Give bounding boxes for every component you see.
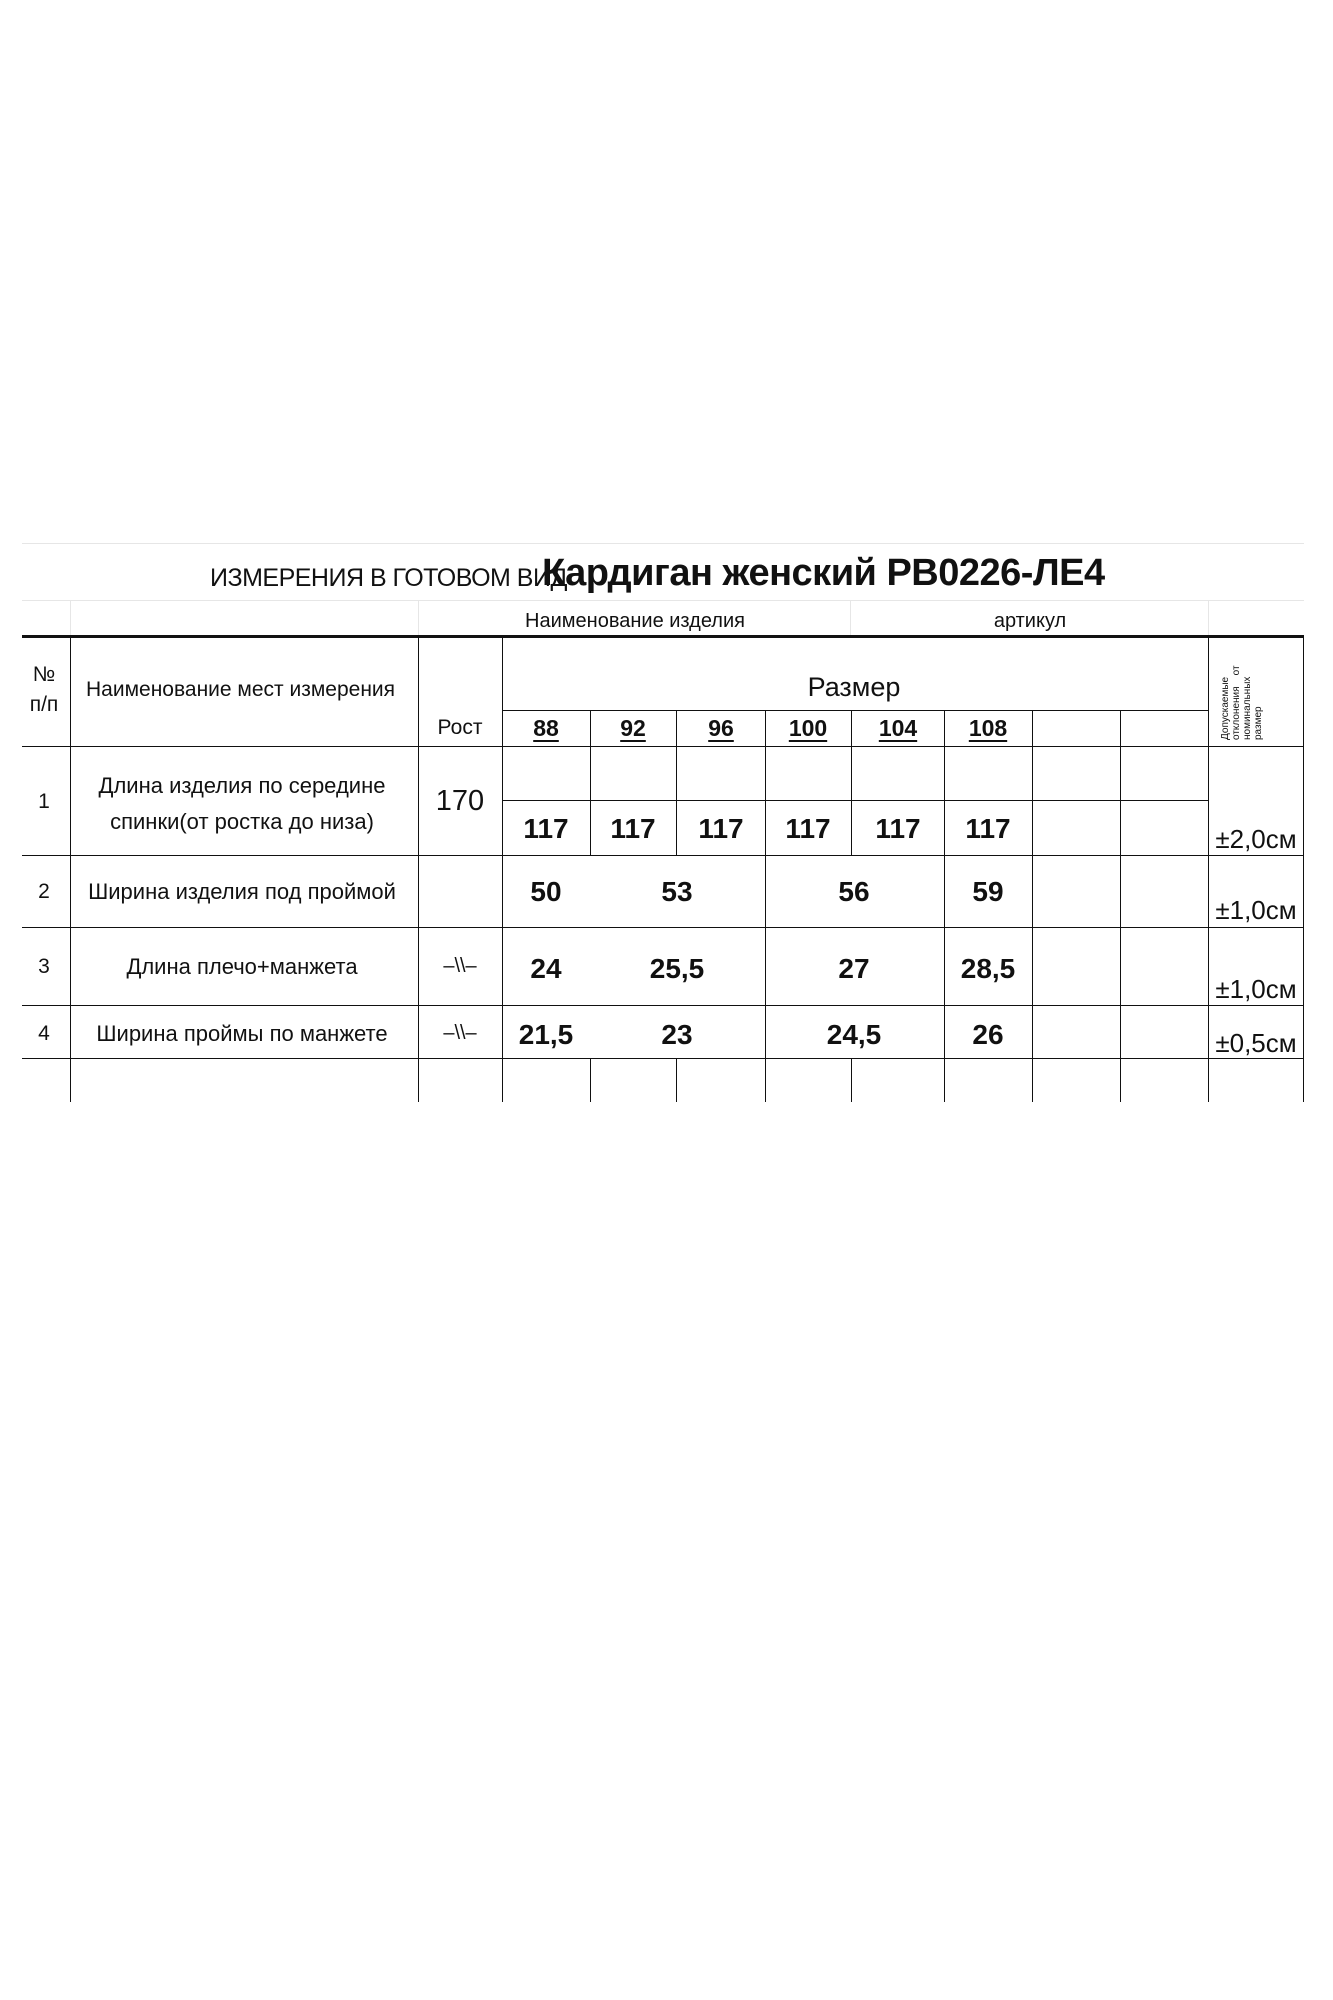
row-height: –\\–: [443, 1022, 477, 1044]
size-header: 88: [533, 715, 559, 741]
row-number: 3: [38, 955, 50, 978]
col-divider: [502, 635, 503, 1102]
table-top-border: [22, 635, 1304, 638]
row-number: 2: [38, 880, 50, 903]
size-header: 108: [968, 715, 1008, 741]
size-col-divider: [676, 1058, 677, 1102]
size-col-divider: [944, 710, 945, 1102]
row1-inner-rule: [502, 800, 1208, 801]
sheet-caption: ИЗМЕРЕНИЯ В ГОТОВОМ ВИД: [210, 564, 567, 592]
row-value: 117: [875, 813, 921, 844]
row-tolerance: ±1,0см: [1215, 974, 1297, 1004]
row-tolerance: ±0,5см: [1215, 1028, 1297, 1058]
size-header-rule: [502, 710, 1208, 711]
size-col-divider: [676, 710, 677, 855]
row-value: 50: [530, 876, 562, 907]
row-rule: [22, 855, 1304, 856]
col-measure-place-header: Наименование мест измерения: [86, 678, 396, 701]
row-value: 25,5: [649, 953, 705, 984]
header-top-rule: [22, 543, 1304, 544]
header-divider: [850, 600, 851, 636]
col-divider: [1208, 635, 1209, 1102]
header-bottom-rule: [22, 746, 1304, 747]
col-divider: [418, 635, 419, 1102]
row-value: 117: [785, 813, 831, 844]
row-number: 4: [38, 1022, 50, 1045]
row-value: 27: [838, 953, 870, 984]
row-value: 117: [610, 813, 656, 844]
size-col-divider: [590, 1058, 591, 1102]
size-col-divider: [851, 710, 852, 855]
size-col-divider: [1032, 710, 1033, 1102]
row-value: 53: [661, 876, 693, 907]
size-header: 96: [708, 715, 734, 741]
row-value: 117: [698, 813, 744, 844]
size-col-divider: [851, 1058, 852, 1102]
header-divider: [1208, 600, 1209, 636]
size-col-divider: [765, 710, 766, 1102]
row-name: Ширина изделия под проймой: [88, 879, 396, 904]
header-mid-rule: [22, 600, 1304, 601]
row-name: Ширина проймы по манжете: [96, 1021, 388, 1046]
col-size-header: Размер: [807, 672, 901, 702]
col-tolerance-header: Допускаемые отклонения от номинальных размер: [1220, 665, 1264, 740]
row-value: 26: [972, 1019, 1004, 1050]
row-tolerance: ±2,0см: [1215, 824, 1297, 854]
row-rule: [22, 927, 1304, 928]
row-number: 1: [38, 790, 50, 813]
row-value: 117: [965, 813, 1011, 844]
row-value: 23: [661, 1019, 693, 1050]
row-height: 170: [435, 785, 485, 817]
row-name: Длина изделия по середине спинки(от ростка до низа): [98, 773, 386, 834]
header-divider: [70, 600, 71, 636]
row-height: –\\–: [443, 955, 477, 977]
col-number-header: № п/п: [29, 663, 59, 716]
size-header: 104: [878, 715, 918, 741]
row-name: Длина плечо+манжета: [126, 954, 358, 979]
row-rule: [22, 1005, 1304, 1006]
row-value: 24,5: [826, 1019, 882, 1050]
row-value: 59: [972, 876, 1004, 907]
row-value: 28,5: [960, 953, 1016, 984]
row-value: 24: [530, 953, 562, 984]
size-header: 92: [620, 715, 646, 741]
col-divider: [70, 635, 71, 1102]
row-rule: [22, 1058, 1304, 1059]
row-value: 56: [838, 876, 870, 907]
col-divider: [1120, 710, 1121, 1102]
article-label: артикул: [993, 610, 1067, 632]
size-header: 100: [788, 715, 828, 741]
col-height-header: Рост: [437, 716, 483, 739]
size-col-divider: [590, 710, 591, 855]
header-divider: [418, 600, 419, 636]
row-value: 117: [523, 813, 569, 844]
col-divider: [1303, 635, 1304, 1102]
row-value: 21,5: [518, 1019, 574, 1050]
row-tolerance: ±1,0см: [1215, 895, 1297, 925]
product-title: Кардиган женский РВ0226-ЛЕ4: [542, 552, 1105, 594]
product-name-label: Наименование изделия: [525, 610, 745, 632]
